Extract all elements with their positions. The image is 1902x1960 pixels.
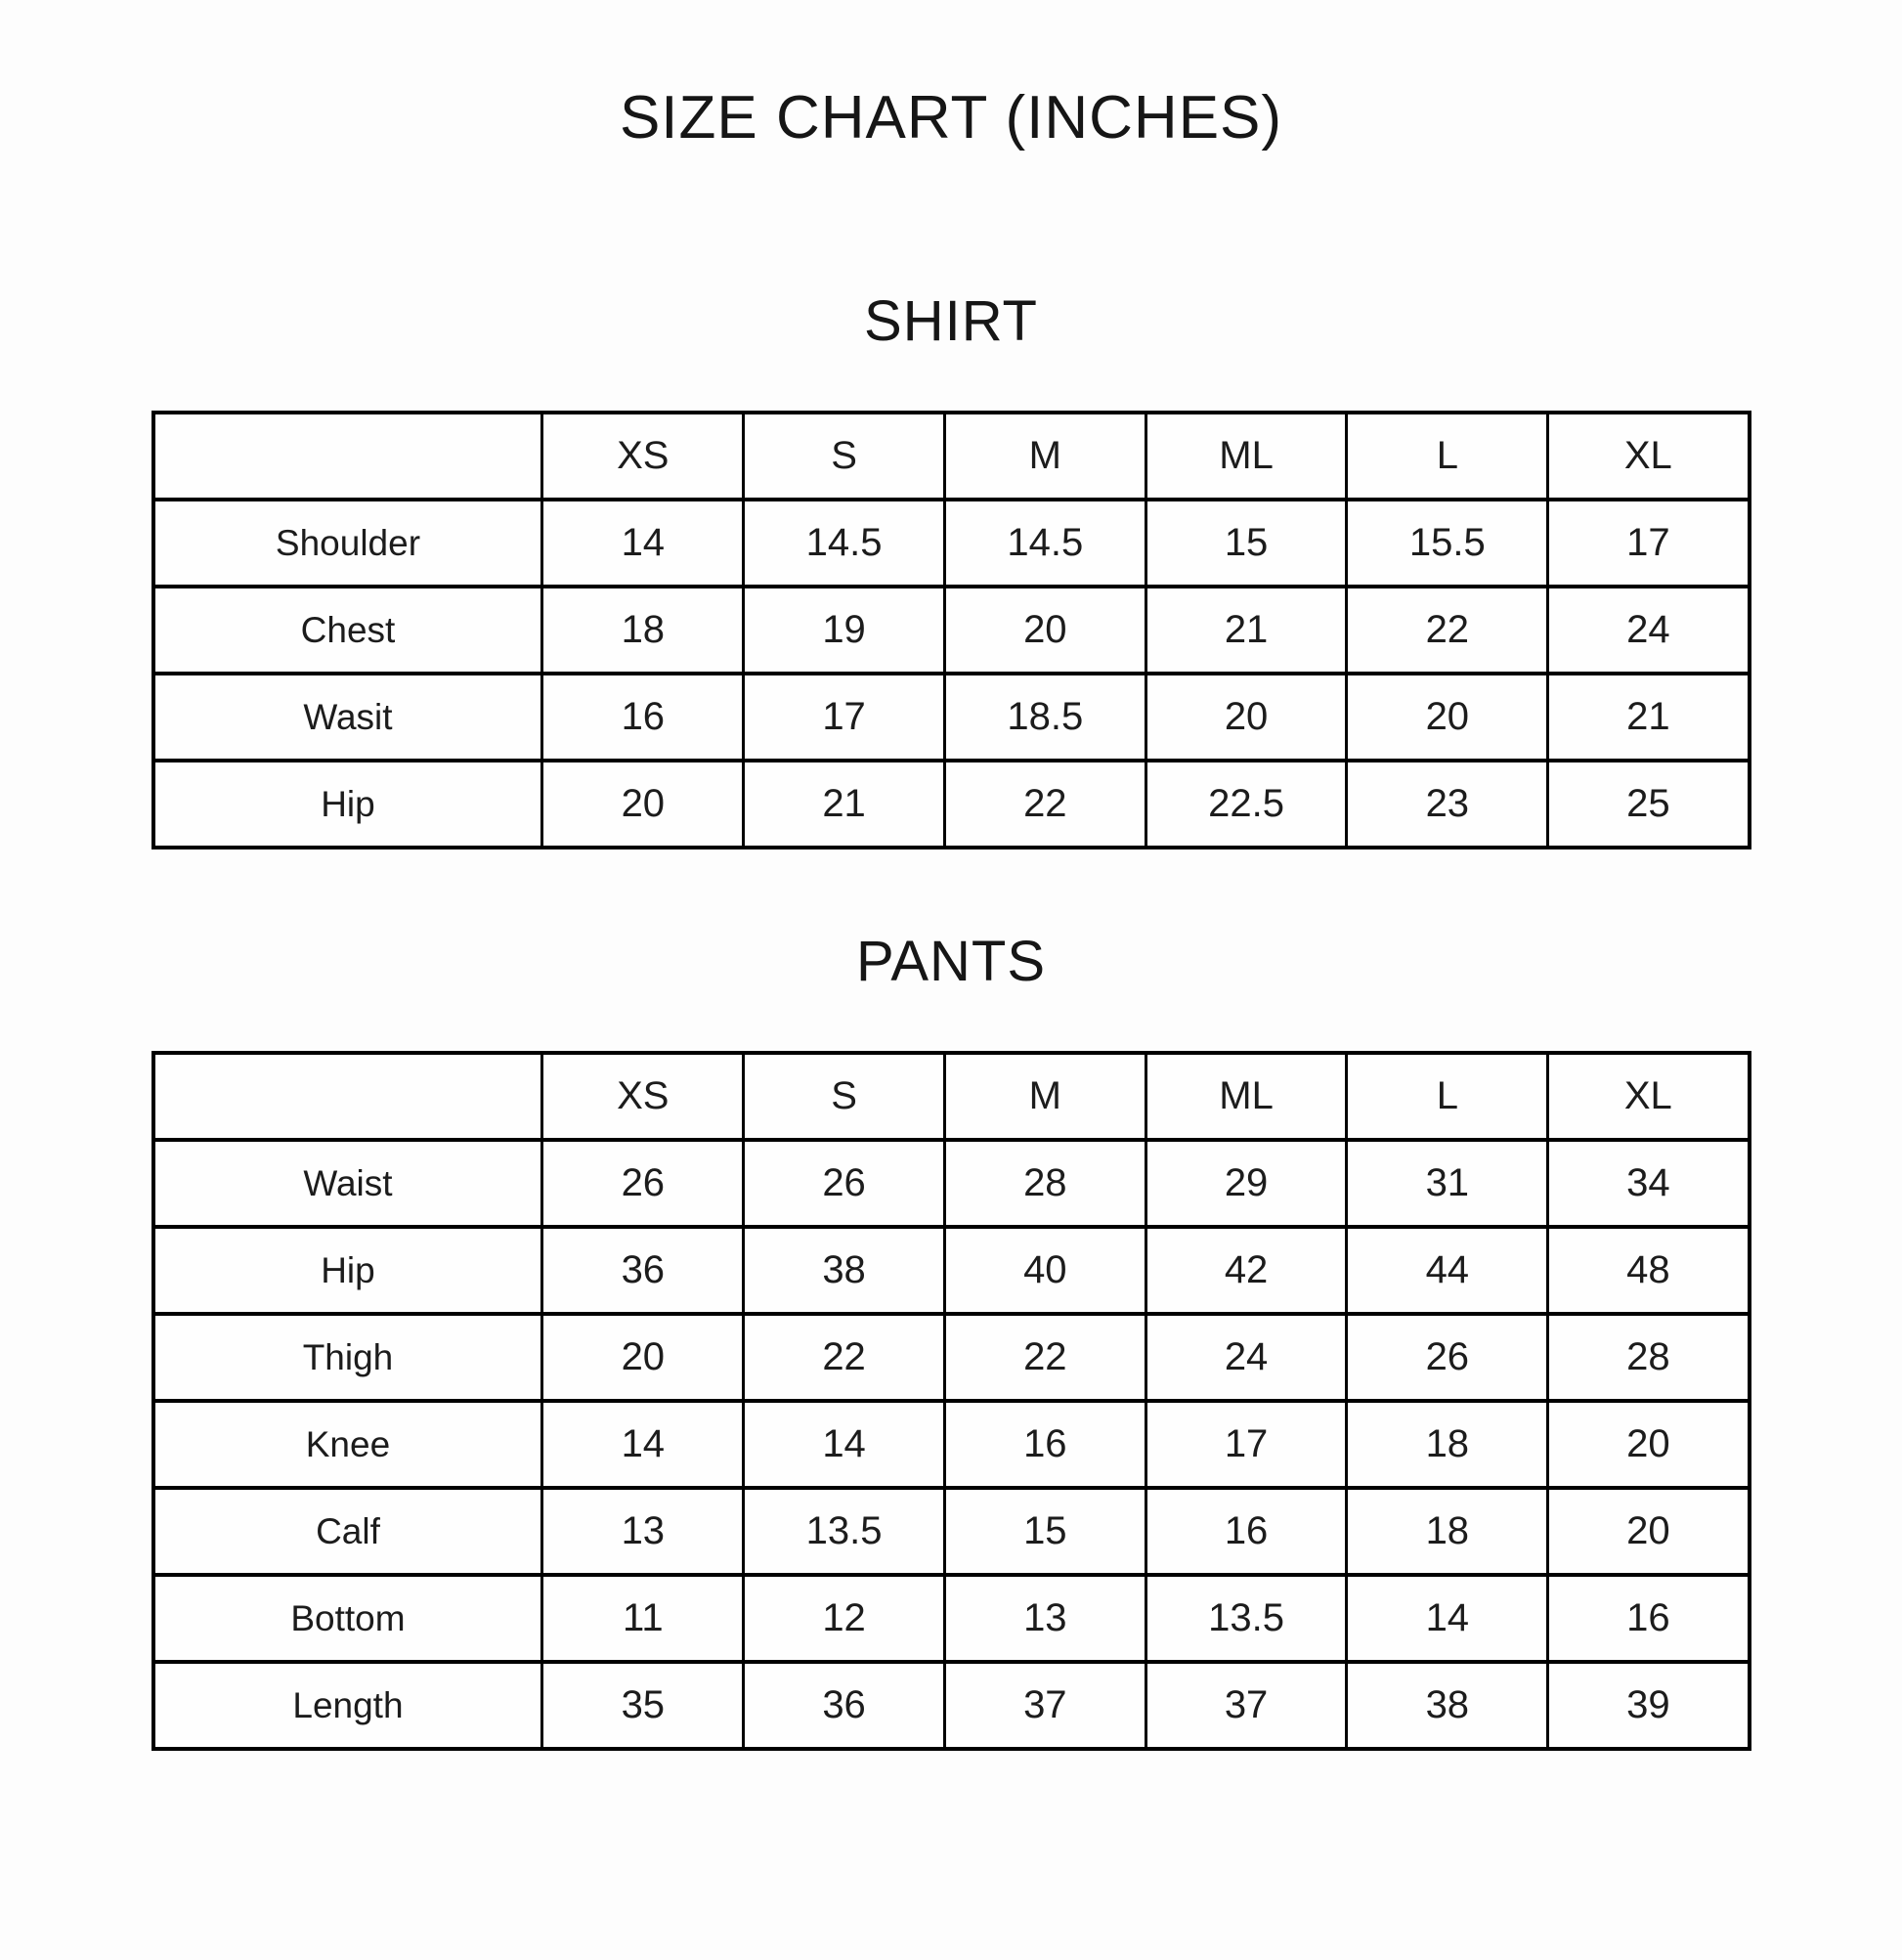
measurement-value-cell: 31 xyxy=(1347,1140,1548,1227)
measurement-value-cell: 42 xyxy=(1146,1227,1347,1314)
measurement-label-cell: Hip xyxy=(153,761,542,848)
measurement-value-cell: 20 xyxy=(1548,1401,1750,1488)
measurement-value-cell: 34 xyxy=(1548,1140,1750,1227)
measurement-value-cell: 22 xyxy=(1347,587,1548,674)
size-header-cell: XS xyxy=(542,413,744,500)
measurement-row xyxy=(153,1314,1750,1401)
measurement-row xyxy=(153,1488,1750,1575)
measurement-label-cell: Hip xyxy=(153,1227,542,1314)
size-header-cell: S xyxy=(744,1053,945,1140)
measurement-value-cell: 14 xyxy=(542,1401,744,1488)
size-header-row xyxy=(153,1053,1750,1140)
size-header-cell: L xyxy=(1347,1053,1548,1140)
pants-size-table xyxy=(151,1051,1751,1751)
measurement-value-cell: 14 xyxy=(1347,1575,1548,1662)
size-header-cell: XL xyxy=(1548,1053,1750,1140)
measurement-value-cell: 21 xyxy=(1548,674,1750,761)
measurement-value-cell: 20 xyxy=(542,1314,744,1401)
page-title: SIZE CHART (INCHES) xyxy=(619,84,1283,152)
size-header-cell: M xyxy=(944,1053,1146,1140)
measurement-label-cell: Waist xyxy=(153,1140,542,1227)
measurement-value-cell: 22 xyxy=(944,761,1146,848)
measurement-value-cell: 18 xyxy=(542,587,744,674)
measurement-label-cell: Knee xyxy=(153,1401,542,1488)
measurement-value-cell: 15.5 xyxy=(1347,500,1548,587)
measurement-value-cell: 20 xyxy=(944,587,1146,674)
measurement-value-cell: 19 xyxy=(744,587,945,674)
measurement-value-cell: 24 xyxy=(1146,1314,1347,1401)
measurement-value-cell: 16 xyxy=(1548,1575,1750,1662)
measurement-value-cell: 16 xyxy=(542,674,744,761)
measurement-value-cell: 48 xyxy=(1548,1227,1750,1314)
measurement-value-cell: 38 xyxy=(1347,1662,1548,1749)
measurement-row xyxy=(153,674,1750,761)
measurement-value-cell: 18.5 xyxy=(944,674,1146,761)
measurement-label-cell: Thigh xyxy=(153,1314,542,1401)
size-header-cell: ML xyxy=(1146,1053,1347,1140)
measurement-value-cell: 37 xyxy=(1146,1662,1347,1749)
size-header-cell: XS xyxy=(542,1053,744,1140)
measurement-row xyxy=(153,761,1750,848)
measurement-value-cell: 22 xyxy=(944,1314,1146,1401)
measurement-value-cell: 26 xyxy=(1347,1314,1548,1401)
measurement-value-cell: 20 xyxy=(542,761,744,848)
size-header-row xyxy=(153,413,1750,500)
measurement-value-cell: 26 xyxy=(542,1140,744,1227)
measurement-value-cell: 37 xyxy=(944,1662,1146,1749)
measurement-value-cell: 17 xyxy=(1146,1401,1347,1488)
measurement-value-cell: 39 xyxy=(1548,1662,1750,1749)
measurement-value-cell: 18 xyxy=(1347,1401,1548,1488)
measurement-label-cell: Wasit xyxy=(153,674,542,761)
measurement-value-cell: 15 xyxy=(1146,500,1347,587)
measurement-value-cell: 35 xyxy=(542,1662,744,1749)
measurement-value-cell: 16 xyxy=(944,1401,1146,1488)
size-header-cell: ML xyxy=(1146,413,1347,500)
measurement-value-cell: 14 xyxy=(744,1401,945,1488)
measurement-value-cell: 18 xyxy=(1347,1488,1548,1575)
measurement-value-cell: 15 xyxy=(944,1488,1146,1575)
measurement-value-cell: 11 xyxy=(542,1575,744,1662)
corner-cell xyxy=(153,413,542,500)
measurement-value-cell: 21 xyxy=(744,761,945,848)
measurement-value-cell: 21 xyxy=(1146,587,1347,674)
measurement-value-cell: 12 xyxy=(744,1575,945,1662)
measurement-value-cell: 38 xyxy=(744,1227,945,1314)
measurement-value-cell: 36 xyxy=(542,1227,744,1314)
measurement-value-cell: 14 xyxy=(542,500,744,587)
measurement-value-cell: 22.5 xyxy=(1146,761,1347,848)
measurement-value-cell: 13.5 xyxy=(1146,1575,1347,1662)
measurement-value-cell: 16 xyxy=(1146,1488,1347,1575)
measurement-value-cell: 25 xyxy=(1548,761,1750,848)
corner-cell xyxy=(153,1053,542,1140)
measurement-label-cell: Calf xyxy=(153,1488,542,1575)
size-header-cell: L xyxy=(1347,413,1548,500)
measurement-value-cell: 22 xyxy=(744,1314,945,1401)
measurement-row xyxy=(153,587,1750,674)
measurement-value-cell: 13 xyxy=(542,1488,744,1575)
measurement-row xyxy=(153,1140,1750,1227)
shirt-section-title: SHIRT xyxy=(864,289,1038,353)
measurement-row xyxy=(153,1227,1750,1314)
measurement-value-cell: 14.5 xyxy=(944,500,1146,587)
pants-section-title: PANTS xyxy=(855,930,1047,993)
measurement-label-cell: Shoulder xyxy=(153,500,542,587)
measurement-label-cell: Length xyxy=(153,1662,542,1749)
measurement-value-cell: 29 xyxy=(1146,1140,1347,1227)
measurement-value-cell: 20 xyxy=(1146,674,1347,761)
size-header-cell: S xyxy=(744,413,945,500)
measurement-value-cell: 24 xyxy=(1548,587,1750,674)
size-header-cell: M xyxy=(944,413,1146,500)
measurement-value-cell: 26 xyxy=(744,1140,945,1227)
measurement-value-cell: 14.5 xyxy=(744,500,945,587)
measurement-value-cell: 28 xyxy=(944,1140,1146,1227)
measurement-value-cell: 28 xyxy=(1548,1314,1750,1401)
measurement-row xyxy=(153,500,1750,587)
measurement-value-cell: 44 xyxy=(1347,1227,1548,1314)
shirt-size-table xyxy=(151,411,1751,849)
measurement-label-cell: Chest xyxy=(153,587,542,674)
measurement-value-cell: 17 xyxy=(1548,500,1750,587)
measurement-value-cell: 13 xyxy=(944,1575,1146,1662)
measurement-value-cell: 17 xyxy=(744,674,945,761)
measurement-row xyxy=(153,1662,1750,1749)
measurement-row xyxy=(153,1401,1750,1488)
measurement-value-cell: 20 xyxy=(1347,674,1548,761)
measurement-row xyxy=(153,1575,1750,1662)
measurement-value-cell: 23 xyxy=(1347,761,1548,848)
measurement-label-cell: Bottom xyxy=(153,1575,542,1662)
measurement-value-cell: 36 xyxy=(744,1662,945,1749)
size-header-cell: XL xyxy=(1548,413,1750,500)
measurement-value-cell: 20 xyxy=(1548,1488,1750,1575)
measurement-value-cell: 13.5 xyxy=(744,1488,945,1575)
measurement-value-cell: 40 xyxy=(944,1227,1146,1314)
